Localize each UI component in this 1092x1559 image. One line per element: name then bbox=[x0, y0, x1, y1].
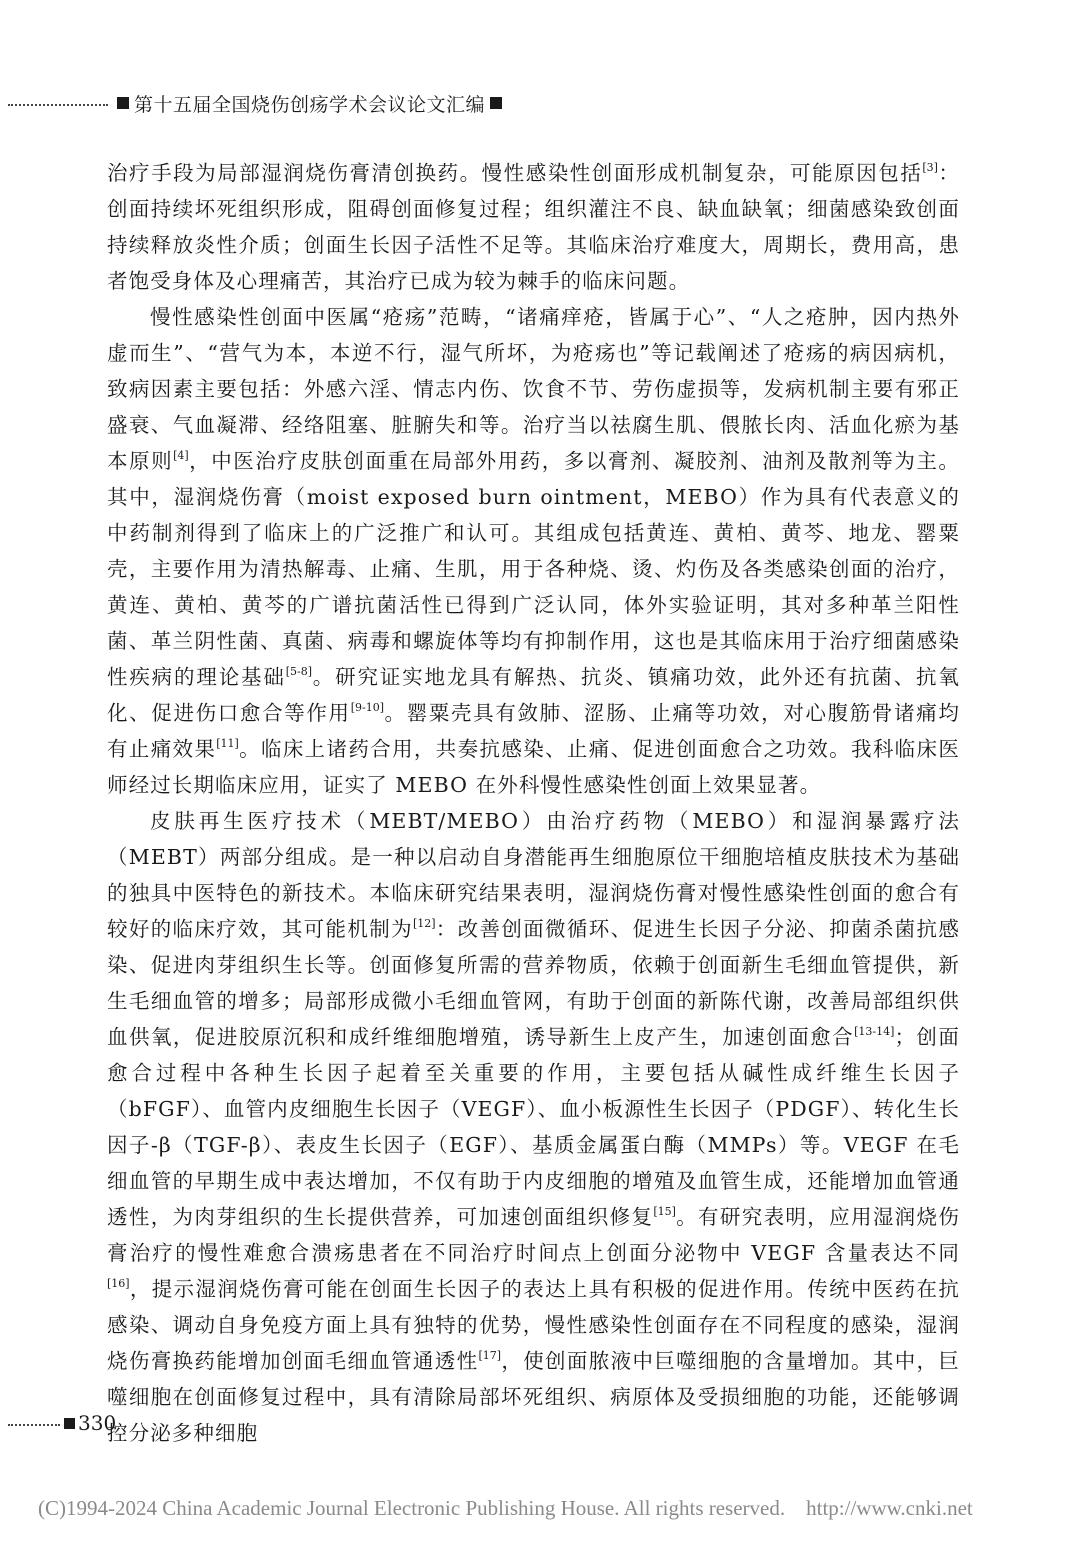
text-run: ：改善创面微循环、促进生长因子分泌、抑菌杀菌抗感染、促进肉芽组织生长等。创面修复所需的营养物质，依赖于创面新生毛细血管提供，新生毛细血管的增多；局部形成微小毛细血管网，有助于创面的新陈代谢，改善局部组织供血供氧，促进胶原沉积和成纤维细胞增殖，诱导新生上皮产生，加速创面愈合 bbox=[107, 917, 960, 1049]
square-bullet-icon bbox=[117, 97, 129, 109]
text-run: 治疗手段为局部湿润烧伤膏清创换药。慢性感染性创面形成机制复杂，可能原因包括 bbox=[107, 161, 923, 185]
text-run: 慢性感染性创面中医属“疮疡”范畴，“诸痛痒疮，皆属于心”、“人之疮肿，因内热外虚而生”、“营气为本，本逆不行，湿气所坏，为疮疡也”等记载阐述了疮疡的病因病机，致病因素主要包括：外感六淫、情志内伤、饮食不节、劳伤虚损等，发病机制主要有邪正盛衰、气血凝滞、经络阻塞、脏腑失和等。治疗当以祛腐生肌、偎脓长肉、活血化瘀为基本原则 bbox=[107, 305, 960, 473]
citation-ref: [16] bbox=[107, 1277, 130, 1290]
citation-ref: [4] bbox=[173, 449, 189, 462]
page-number: 330 bbox=[78, 1411, 117, 1435]
text-run: 。有研究表明，应用湿润烧伤膏治疗的慢性难愈合溃疡患者在不同治疗时间点上创面分泌物中 VEGF 含量表达不同 bbox=[107, 1205, 960, 1265]
citation-ref: [12] bbox=[412, 917, 436, 930]
citation-ref: [5-8] bbox=[285, 665, 313, 678]
copyright-watermark: (C)1994-2024 China Academic Journal Electronic Publishing House. All rights reserved. http://www.cnki.net bbox=[38, 1496, 973, 1520]
text-run: 。临床上诸药合用，共奏抗感染、止痛、促进创面愈合之功效。我科临床医师经过长期临床应用，证实了 MEBO 在外科慢性感染性创面上效果显著。 bbox=[107, 737, 960, 797]
proceedings-title: 第十五届全国烧伤创疡学术会议论文汇编 bbox=[134, 93, 486, 116]
citation-ref: [17] bbox=[478, 1349, 502, 1362]
leader-dots bbox=[8, 1424, 60, 1426]
article-body bbox=[107, 155, 960, 1451]
text-run: ：创面持续坏死组织形成，阻碍创面修复过程；组织灌注不良、缺血缺氧；细菌感染致创面持续释放炎性介质；创面生长因子活性不足等。其临床治疗难度大，周期长，费用高，患者饱受身体及心理痛苦，其治疗已成为较为棘手的临床问题。 bbox=[107, 161, 960, 293]
page-footer bbox=[8, 1408, 116, 1438]
text-run: ，使创面脓液中巨噬细胞的含量增加。其中，巨噬细胞在创面修复过程中，具有清除局部坏死组织、病原体及受损细胞的功能，还能够调控分泌多种细胞 bbox=[107, 1349, 960, 1445]
citation-ref: [15] bbox=[653, 1205, 676, 1218]
text-run: 皮肤再生医疗技术（MEBT/MEBO）由治疗药物（MEBO）和湿润暴露疗法（MEBT）两部分组成。是一种以启动自身潜能再生细胞原位干细胞培植皮肤技术为基础的独具中医特色的新技术。本临床研究结果表明，湿润烧伤膏对慢性感染性创面的愈合有较好的临床疗效，其可能机制为 bbox=[107, 809, 960, 941]
text-run: 。研究证实地龙具有解热、抗炎、镇痛功效，此外还有抗菌、抗氧化、促进伤口愈合等作用 bbox=[107, 665, 960, 725]
running-header bbox=[8, 88, 708, 118]
text-run: ，提示湿润烧伤膏可能在创面生长因子的表达上具有积极的促进作用。传统中医药在抗感染、调动自身免疫方面上具有独特的优势，慢性感染性创面存在不同程度的感染，湿润烧伤膏换药能增加创面毛细血管通透性 bbox=[107, 1277, 960, 1373]
leader-dots bbox=[8, 104, 108, 106]
paragraph bbox=[107, 299, 960, 803]
citation-ref: [9-10] bbox=[350, 701, 384, 714]
square-bullet-icon bbox=[490, 97, 502, 109]
paragraph bbox=[107, 155, 960, 299]
text-run: ，中医治疗皮肤创面重在局部外用药，多以膏剂、凝胶剂、油剂及散剂等为主。其中，湿润烧伤膏（moist exposed burn ointment，MEBO）作为具有代表意义的中药制剂得到了临床上的广泛推广和认可。其组成包括黄连、黄柏、黄芩、地龙、罂粟壳，主要作用为清热解毒、止痛、生肌，用于各种烧、烫、灼伤及各类感染创面的治疗，黄连、黄柏、黄芩的广谱抗菌活性已得到广泛认同，体外实验证明，其对多种革兰阳性菌、革兰阴性菌、真菌、病毒和螺旋体等均有抑制作用，这也是其临床用于治疗细菌感染性疾病的理论基础 bbox=[107, 449, 960, 689]
square-bullet-icon bbox=[64, 1418, 75, 1429]
text-run: 。罂粟壳具有敛肺、涩肠、止痛等功效，对心腹筋骨诸痛均有止痛效果 bbox=[107, 701, 960, 761]
text-run: ；创面愈合过程中各种生长因子起着至关重要的作用，主要包括从碱性成纤维生长因子（bFGF）、血管内皮细胞生长因子（VEGF）、血小板源性生长因子（PDGF）、转化生长因子-β（TGF-β）、表皮生长因子（EGF）、基质金属蛋白酶（MMPs）等。VEGF 在毛细血管的早期生成中表达增加，不仅有助于内皮细胞的增殖及血管生成，还能增加血管通透性，为肉芽组织的生长提供营养，可加速创面组织修复 bbox=[107, 1025, 960, 1229]
citation-ref: [3] bbox=[922, 161, 938, 174]
citation-ref: [13-14] bbox=[854, 1025, 895, 1038]
paragraph bbox=[107, 803, 960, 1451]
citation-ref: [11] bbox=[216, 737, 239, 750]
